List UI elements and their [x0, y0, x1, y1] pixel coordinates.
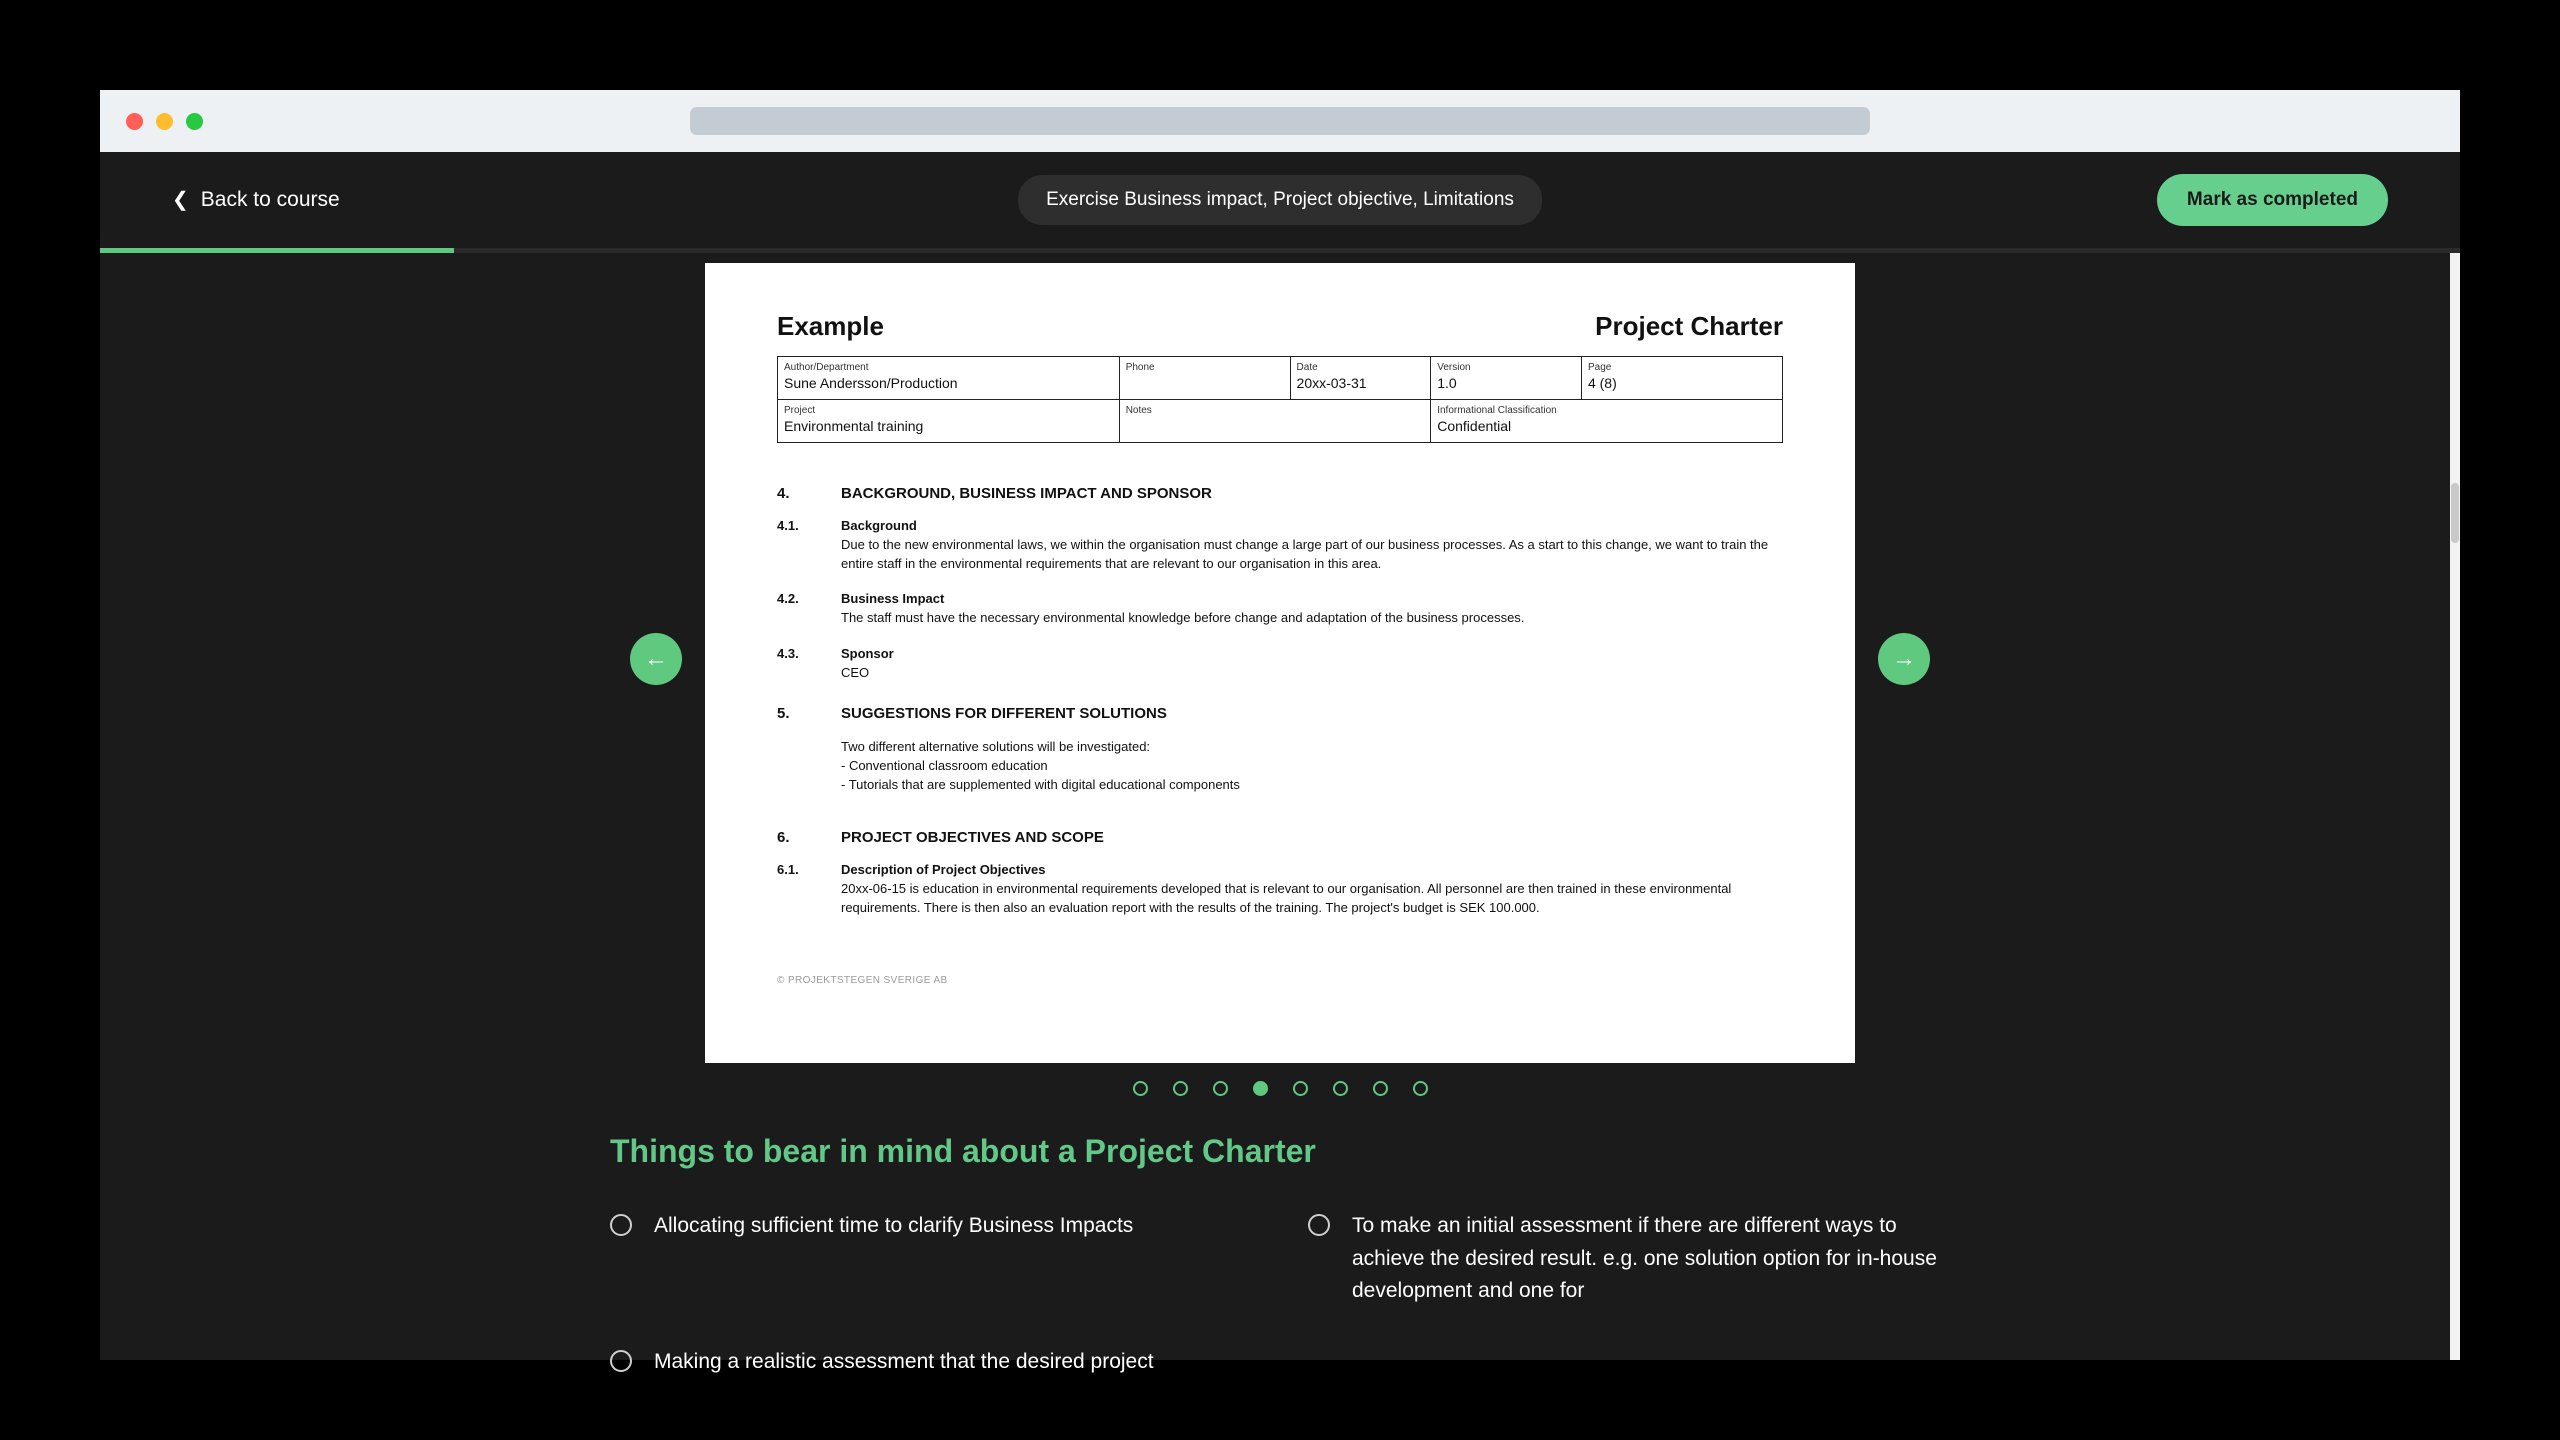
back-to-course-label: Back to course [200, 188, 340, 211]
maximize-window-icon[interactable] [186, 113, 203, 130]
section-heading [777, 485, 1783, 502]
list-item[interactable] [1308, 1210, 1950, 1308]
checklist [610, 1210, 1950, 1378]
document-section-6 [777, 829, 1783, 918]
page-scrollbar[interactable] [2450, 253, 2460, 1360]
meta-project-value: Environmental training [784, 417, 924, 434]
section-heading [777, 705, 1783, 722]
meta-date-cell [1290, 357, 1431, 400]
meta-page-label: Page [1587, 362, 1612, 373]
meta-author-value: Sune Andersson/Production [784, 375, 958, 391]
table-row [778, 357, 1783, 400]
traffic-lights [126, 113, 203, 130]
address-bar[interactable] [690, 107, 1870, 135]
next-slide-button[interactable]: → [1878, 633, 1930, 685]
section-number: 6. [777, 828, 790, 846]
previous-slide-button[interactable]: ← [630, 633, 682, 685]
subsection-title: Sponsor [841, 646, 894, 662]
slide-viewer [100, 253, 2460, 1063]
browser-titlebar [100, 90, 2460, 152]
close-window-icon[interactable] [126, 113, 143, 130]
meta-notes-label: Notes [1125, 404, 1152, 416]
browser-window [100, 90, 2460, 1373]
meta-project-label: Project [784, 404, 816, 416]
subsection-title: Description of Project Objectives [841, 861, 1046, 877]
subsection-number: 4.3. [777, 646, 799, 662]
meta-author-label: Author/Department [784, 362, 869, 373]
subsection-text: 20xx-06-15 is education in environmental requirements developed that is relevant to our organisation. All personnel are then trained in these environmental requirements. There is then also an evaluation report with the results of the training. The project's budget is SEK 100.000. [841, 880, 1732, 915]
subsection-number: 4.2. [777, 591, 799, 607]
meta-version-label: Version [1437, 362, 1471, 373]
subsection-4-2 [777, 591, 1783, 628]
meta-phone-value [1126, 374, 1284, 393]
slide-dot-1[interactable] [1133, 1081, 1148, 1096]
things-to-bear-in-mind-section [100, 1133, 2460, 1378]
document-title-right: Project Charter [1595, 311, 1783, 341]
slide-dot-3[interactable] [1213, 1081, 1228, 1096]
meta-date-value: 20xx-03-31 [1296, 375, 1367, 391]
document-section-4 [777, 485, 1783, 683]
document-header [777, 311, 1783, 342]
section-5-body [841, 738, 1783, 795]
meta-date-label: Date [1296, 362, 1318, 373]
section-heading [777, 829, 1783, 846]
meta-notes-cell [1119, 399, 1431, 442]
subsection-title: Business Impact [841, 591, 945, 607]
checkbox-circle-icon[interactable] [1308, 1214, 1330, 1236]
meta-phone-label: Phone [1125, 362, 1155, 373]
meta-version-cell [1431, 357, 1582, 400]
meta-project-cell [778, 399, 1120, 442]
meta-classification-label: Informational Classification [1437, 404, 1557, 416]
document-section-5 [777, 705, 1783, 795]
section-title: PROJECT OBJECTIVES AND SCOPE [841, 828, 1104, 846]
subsection-4-1 [777, 518, 1783, 574]
course-app [100, 152, 2460, 1373]
meta-classification-cell [1431, 399, 1783, 442]
section-5-bullet-1: - Conventional classroom education [841, 758, 1048, 773]
checkbox-circle-icon[interactable] [610, 1350, 632, 1372]
section-title: Things to bear in mind about a Project Charter [610, 1133, 1316, 1169]
document-title-left: Example [777, 311, 884, 341]
meta-classification-value: Confidential [1437, 417, 1512, 434]
meta-version-value: 1.0 [1437, 375, 1457, 391]
slide-dot-4[interactable] [1253, 1081, 1268, 1096]
checklist-item-label: Making a realistic assessment that the desired project [654, 1349, 1154, 1373]
meta-page-value: 4 (8) [1587, 375, 1617, 391]
subsection-text: Due to the new environmental laws, we within the organisation must change a large part of our business processes. As a start to this change, we want to train the entire staff in the environmental requirements that are relevant to our organisation in this area. [841, 536, 1769, 571]
lesson-header [100, 152, 2460, 248]
subsection-title: Background [841, 517, 917, 533]
checklist-item-label: To make an initial assessment if there are different ways to achieve the desired result. e.g. one solution option for in-house development and one for [1352, 1214, 1937, 1303]
section-number: 5. [777, 705, 790, 723]
document-meta-table [777, 356, 1783, 443]
slide-dot-8[interactable] [1413, 1081, 1428, 1096]
list-item[interactable] [1308, 1346, 1950, 1379]
meta-author-cell [778, 357, 1120, 400]
table-row [778, 399, 1783, 442]
subsection-number: 4.1. [777, 517, 799, 533]
slide-dot-2[interactable] [1173, 1081, 1188, 1096]
list-item[interactable] [610, 1210, 1252, 1308]
subsection-text: The staff must have the necessary environmental knowledge before change and adaptation of the business processes. [841, 610, 1525, 626]
meta-page-cell [1581, 357, 1782, 400]
list-item[interactable] [610, 1346, 1252, 1379]
slide-dot-5[interactable] [1293, 1081, 1308, 1096]
section-title: SUGGESTIONS FOR DIFFERENT SOLUTIONS [841, 705, 1167, 723]
lesson-content [100, 253, 2460, 1373]
scrollbar-thumb[interactable] [2451, 483, 2459, 543]
document-copyright: © PROJEKTSTEGEN SVERIGE AB [777, 975, 948, 987]
mark-as-completed-button[interactable]: Mark as completed [2157, 174, 2388, 226]
checklist-item-label: Allocating sufficient time to clarify Business Impacts [654, 1214, 1134, 1237]
slide-dot-6[interactable] [1333, 1081, 1348, 1096]
subsection-text: CEO [841, 665, 870, 681]
meta-phone-cell [1119, 357, 1290, 400]
section-5-bullet-2: - Tutorials that are supplemented with digital educational components [841, 776, 1240, 792]
back-to-course-button[interactable] [172, 188, 340, 212]
section-number: 4. [777, 484, 790, 502]
minimize-window-icon[interactable] [156, 113, 173, 130]
slide-pagination-dots [100, 1081, 2460, 1096]
subsection-4-3 [777, 646, 1783, 683]
meta-notes-value [1126, 417, 1425, 436]
subsection-number: 6.1. [777, 861, 799, 877]
lesson-title-pill: Exercise Business impact, Project objective, Limitations [1018, 175, 1542, 225]
subsection-6-1 [777, 862, 1783, 918]
section-5-lead: Two different alternative solutions will be investigated: [841, 739, 1151, 755]
slide-dot-7[interactable] [1373, 1081, 1388, 1096]
checkbox-circle-icon[interactable] [610, 1214, 632, 1236]
document-slide[interactable] [705, 263, 1855, 1063]
section-title: BACKGROUND, BUSINESS IMPACT AND SPONSOR [841, 484, 1212, 502]
chevron-left-icon: ❮ [172, 189, 189, 211]
